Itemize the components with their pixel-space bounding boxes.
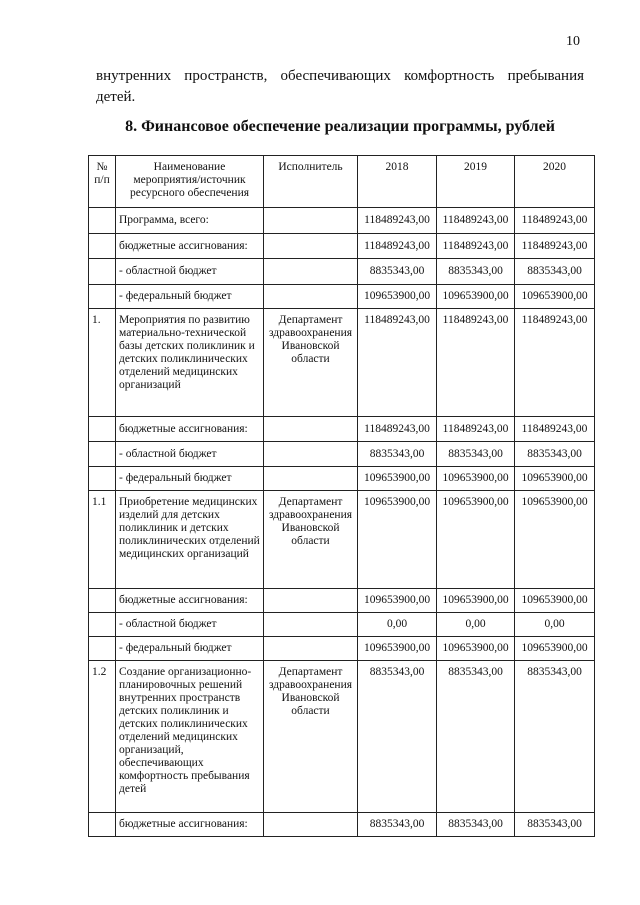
value-2019: 109653900,00 bbox=[437, 467, 515, 491]
value-2020: 109653900,00 bbox=[515, 491, 595, 589]
row-name: - областной бюджет bbox=[116, 259, 264, 285]
value-2019: 118489243,00 bbox=[437, 234, 515, 259]
value-2019: 109653900,00 bbox=[437, 285, 515, 309]
row-name: бюджетные ассигнования: bbox=[116, 234, 264, 259]
row-executor bbox=[264, 637, 358, 661]
row-name: - областной бюджет bbox=[116, 442, 264, 467]
value-2018: 109653900,00 bbox=[358, 589, 437, 613]
row-executor bbox=[264, 589, 358, 613]
value-2020: 8835343,00 bbox=[515, 661, 595, 813]
value-2020: 109653900,00 bbox=[515, 467, 595, 491]
value-2018: 0,00 bbox=[358, 613, 437, 637]
value-2019: 109653900,00 bbox=[437, 589, 515, 613]
value-2020: 118489243,00 bbox=[515, 234, 595, 259]
value-2019: 8835343,00 bbox=[437, 259, 515, 285]
value-2018: 118489243,00 bbox=[358, 309, 437, 417]
value-2019: 8835343,00 bbox=[437, 813, 515, 837]
table-row bbox=[89, 661, 595, 813]
page-number: 10 bbox=[566, 34, 580, 49]
table-row bbox=[89, 234, 595, 259]
row-name: бюджетные ассигнования: bbox=[116, 417, 264, 442]
value-2020: 8835343,00 bbox=[515, 259, 595, 285]
table-header-row bbox=[89, 156, 595, 208]
row-executor bbox=[264, 417, 358, 442]
value-2020: 109653900,00 bbox=[515, 637, 595, 661]
header-2020: 2020 bbox=[515, 156, 595, 208]
value-2018: 109653900,00 bbox=[358, 491, 437, 589]
row-number bbox=[89, 813, 116, 837]
table-row bbox=[89, 467, 595, 491]
value-2020: 109653900,00 bbox=[515, 589, 595, 613]
row-name: бюджетные ассигнования: bbox=[116, 813, 264, 837]
table-row bbox=[89, 491, 595, 589]
row-name: Мероприятия по развитию материально-технической базы детских поликлиник и детских поликлинических отделений медицинских организаций bbox=[116, 309, 264, 417]
value-2018: 8835343,00 bbox=[358, 661, 437, 813]
row-number bbox=[89, 259, 116, 285]
row-name: Создание организационно-планировочных решений внутренних пространств детских поликлиник и детских поликлинических отделений медицинских организаций, обеспечивающих комфортность пребывания детей bbox=[116, 661, 264, 813]
row-number bbox=[89, 285, 116, 309]
section-title: 8. Финансовое обеспечение реализации программы, рублей bbox=[125, 118, 555, 135]
value-2019: 0,00 bbox=[437, 613, 515, 637]
value-2018: 118489243,00 bbox=[358, 208, 437, 234]
row-executor: Департамент здравоохранения Ивановской области bbox=[264, 309, 358, 417]
row-executor bbox=[264, 467, 358, 491]
header-2019: 2019 bbox=[437, 156, 515, 208]
value-2018: 8835343,00 bbox=[358, 442, 437, 467]
table-row bbox=[89, 309, 595, 417]
value-2020: 8835343,00 bbox=[515, 442, 595, 467]
value-2019: 118489243,00 bbox=[437, 208, 515, 234]
value-2019: 109653900,00 bbox=[437, 491, 515, 589]
row-executor bbox=[264, 613, 358, 637]
table-row bbox=[89, 613, 595, 637]
table-row bbox=[89, 589, 595, 613]
header-number: № п/п bbox=[89, 156, 116, 208]
value-2018: 118489243,00 bbox=[358, 234, 437, 259]
row-executor: Департамент здравоохранения Ивановской области bbox=[264, 661, 358, 813]
row-executor bbox=[264, 208, 358, 234]
row-number bbox=[89, 208, 116, 234]
value-2018: 118489243,00 bbox=[358, 417, 437, 442]
row-number bbox=[89, 637, 116, 661]
row-name: - федеральный бюджет bbox=[116, 467, 264, 491]
row-name: - федеральный бюджет bbox=[116, 285, 264, 309]
row-number bbox=[89, 442, 116, 467]
value-2020: 118489243,00 bbox=[515, 208, 595, 234]
row-name: Программа, всего: bbox=[116, 208, 264, 234]
value-2018: 109653900,00 bbox=[358, 637, 437, 661]
row-number bbox=[89, 589, 116, 613]
row-executor bbox=[264, 259, 358, 285]
value-2019: 118489243,00 bbox=[437, 417, 515, 442]
value-2020: 118489243,00 bbox=[515, 309, 595, 417]
header-2018: 2018 bbox=[358, 156, 437, 208]
table-row bbox=[89, 285, 595, 309]
row-executor: Департамент здравоохранения Ивановской области bbox=[264, 491, 358, 589]
header-name: Наименование мероприятия/источник ресурсного обеспечения bbox=[116, 156, 264, 208]
value-2020: 8835343,00 bbox=[515, 813, 595, 837]
table-row bbox=[89, 442, 595, 467]
table-row bbox=[89, 813, 595, 837]
row-number bbox=[89, 467, 116, 491]
value-2018: 109653900,00 bbox=[358, 467, 437, 491]
value-2019: 109653900,00 bbox=[437, 637, 515, 661]
row-executor bbox=[264, 813, 358, 837]
row-number: 1.2 bbox=[89, 661, 116, 813]
row-executor bbox=[264, 234, 358, 259]
table-row bbox=[89, 208, 595, 234]
row-executor bbox=[264, 285, 358, 309]
row-name: - федеральный бюджет bbox=[116, 637, 264, 661]
value-2020: 0,00 bbox=[515, 613, 595, 637]
header-executor: Исполнитель bbox=[264, 156, 358, 208]
financing-table bbox=[88, 155, 595, 837]
value-2019: 8835343,00 bbox=[437, 442, 515, 467]
table-row bbox=[89, 259, 595, 285]
value-2019: 8835343,00 bbox=[437, 661, 515, 813]
value-2018: 109653900,00 bbox=[358, 285, 437, 309]
row-number bbox=[89, 417, 116, 442]
row-number bbox=[89, 613, 116, 637]
value-2019: 118489243,00 bbox=[437, 309, 515, 417]
intro-paragraph-line: внутренних пространств, обеспечивающих комфортность пребывания bbox=[96, 68, 584, 84]
row-executor bbox=[264, 442, 358, 467]
row-number: 1. bbox=[89, 309, 116, 417]
value-2020: 118489243,00 bbox=[515, 417, 595, 442]
row-name: - областной бюджет bbox=[116, 613, 264, 637]
row-name: Приобретение медицинских изделий для детских поликлиник и детских поликлинических отделений медицинских организаций bbox=[116, 491, 264, 589]
row-number bbox=[89, 234, 116, 259]
row-name: бюджетные ассигнования: bbox=[116, 589, 264, 613]
table-row bbox=[89, 637, 595, 661]
value-2018: 8835343,00 bbox=[358, 259, 437, 285]
value-2018: 8835343,00 bbox=[358, 813, 437, 837]
row-number: 1.1 bbox=[89, 491, 116, 589]
intro-paragraph-line: детей. bbox=[96, 89, 136, 105]
value-2020: 109653900,00 bbox=[515, 285, 595, 309]
table-row bbox=[89, 417, 595, 442]
